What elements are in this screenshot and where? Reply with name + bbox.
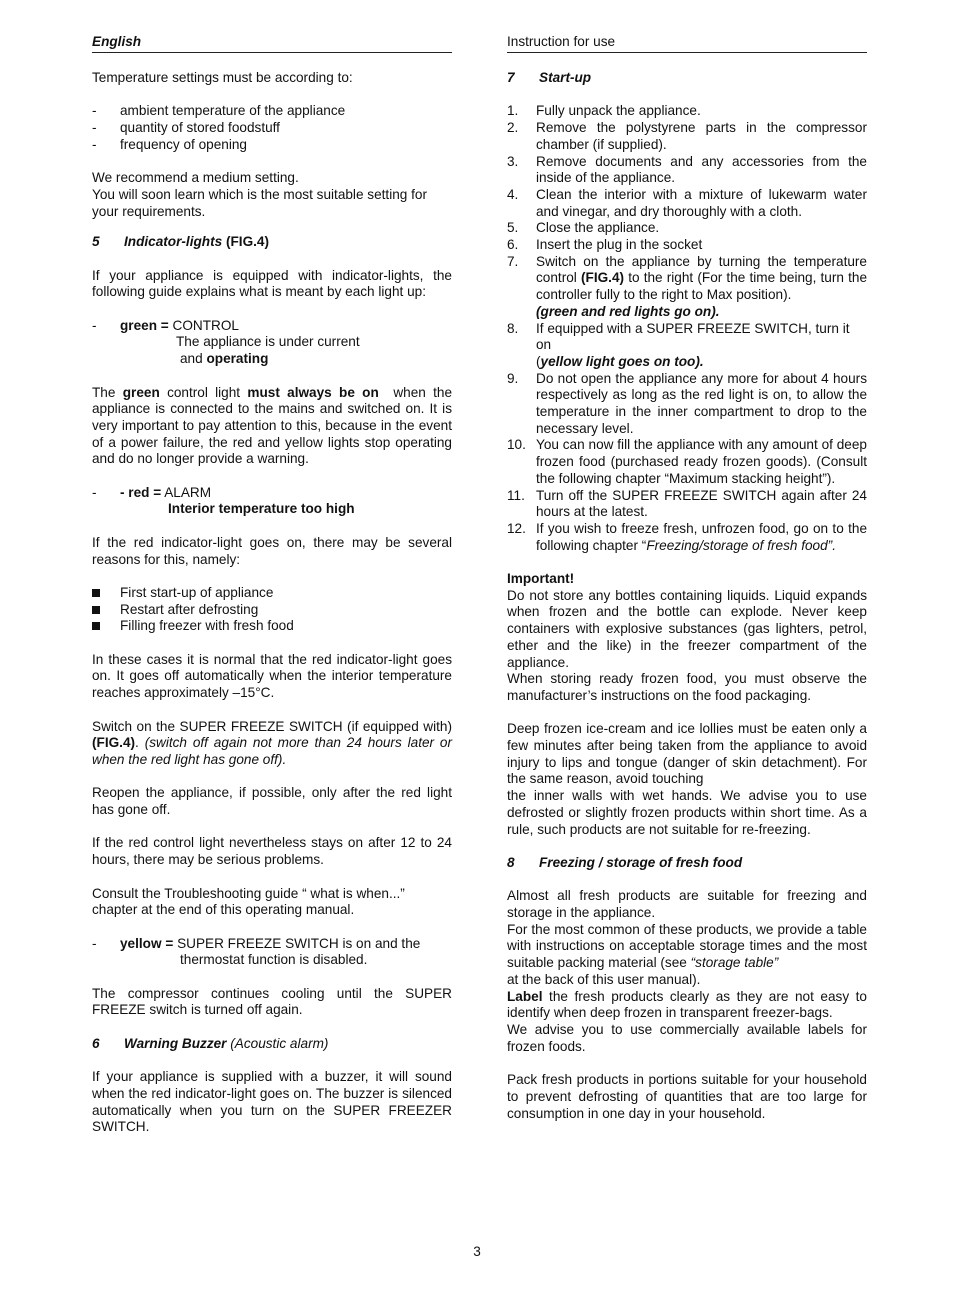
- list-item: 7. Switch on the appliance by turning the temperature control (FIG.4) to the right (For the time being, turn the controller fully to the right to Max position). (green and red lights go on).: [507, 253, 868, 319]
- storage-table-paragraph: For the most common of these products, we provide a table with instructions on acceptable storage times and the most suitable packing material (see “storage table” at the back of this user manual).: [507, 921, 867, 987]
- list-item: Restart after defrosting: [92, 602, 452, 619]
- red-light-entry: - - red = ALARM: [92, 484, 212, 500]
- list-item: - ambient temperature of the appliance: [92, 103, 452, 120]
- icecream-paragraph: Deep frozen ice-cream and ice lollies must be eaten only a few minutes after being taken from the appliance to avoid injury to lips and tongue (danger of skin detachment). For the same reason, avoid touching: [507, 721, 867, 787]
- red-light-normal: In these cases it is normal that the red indicator-light goes on. It goes off automatically when the interior temperature reaches approximately –15°C.: [92, 651, 452, 701]
- list-item: 9. Do not open the appliance any more for about 4 hours respectively as long as the red light is on, to allow the temperature in the inner compartment to drop to the necessary level.: [507, 370, 867, 436]
- list-item: Filling freezer with fresh food: [92, 618, 452, 635]
- ready-frozen-paragraph: When storing ready frozen food, you must observe the manufacturer’s instructions on the food packaging.: [507, 671, 867, 703]
- list-item: 5. Close the appliance.: [507, 220, 660, 236]
- important-paragraph: Do not store any bottles containing liquids. Liquid expands when frozen and the bottle can explode. Never keep containers with explosive substances (gas lighters, petrol, ether and the like) in the freezer compartment of the appliance.: [507, 587, 867, 670]
- yellow-light-desc: thermostat function is disabled.: [180, 952, 368, 968]
- red-light-desc: Interior temperature too high: [168, 501, 355, 517]
- recommendation-text: You will soon learn which is the most suitable setting for your requirements.: [92, 186, 427, 219]
- label-paragraph: Label the fresh products clearly as they are not easy to identify when deep frozen in transparent freezer-bags.: [507, 988, 867, 1021]
- bullet-square-icon: [92, 622, 100, 630]
- right-header: [507, 32, 867, 53]
- list-item: 2. Remove the polystyrene parts in the compressor chamber (if supplied).: [507, 120, 867, 152]
- red-light-reasons: [92, 585, 452, 635]
- stays-on-paragraph: If the red control light nevertheless stays on after 12 to 24 hours, there may be serious problems.: [92, 835, 452, 868]
- wet-hands-paragraph: the inner walls with wet hands. We advise you to use defrosted or slightly frozen products within short time. As a rule, such products are not suitable for re-freezing.: [507, 788, 867, 837]
- pack-portions-paragraph: Pack fresh products in portions suitable for your household to prevent defrosting of quantities that are too large for consumption in one day in your household.: [507, 1072, 867, 1121]
- green-light-operating: and operating: [180, 351, 269, 367]
- list-item: - frequency of opening: [92, 137, 452, 154]
- list-item: 1. Fully unpack the appliance.: [507, 103, 701, 119]
- buzzer-paragraph: If your appliance is supplied with a buzzer, it will sound when the red indicator-light goes on. The buzzer is silenced automatically when you turn on the SUPER FREEZER SWITCH.: [92, 1069, 452, 1135]
- list-item: First start-up of appliance: [92, 585, 452, 602]
- labels-advice-paragraph: We advise you to use commercially available labels for frozen foods.: [507, 1022, 867, 1054]
- section-5-heading: 5 Indicator-lights (FIG.4): [92, 234, 270, 250]
- left-column: [92, 32, 452, 1136]
- red-light-intro: If the red indicator-light goes on, there may be several reasons for this, namely:: [92, 534, 452, 567]
- indicator-intro: If your appliance is equipped with indicator-lights, the following guide explains what is meant by each light up:: [92, 267, 452, 300]
- recommendation-line: We recommend a medium setting.: [92, 170, 299, 186]
- green-light-entry: - green = CONTROL: [92, 317, 239, 333]
- startup-steps: [507, 103, 867, 554]
- super-freeze-paragraph: Switch on the SUPER FREEZE SWITCH (if equipped with) (FIG.4). (switch off again not more than 24 hours later or when the red light has gone off).: [92, 718, 452, 767]
- temperature-intro: Temperature settings must be according to:: [92, 70, 353, 85]
- bullet-square-icon: [92, 606, 100, 614]
- list-item: 8. If equipped with a SUPER FREEZE SWITCH, turn it on (yellow light goes on too).: [507, 320, 850, 369]
- list-item: 11. Turn off the SUPER FREEZE SWITCH again after 24 hours at the latest.: [507, 487, 867, 520]
- compressor-paragraph: The compressor continues cooling until the SUPER FREEZE switch is turned off again.: [92, 985, 452, 1018]
- language-label: English: [92, 34, 142, 49]
- bullet-square-icon: [92, 589, 100, 597]
- fresh-products-paragraph: Almost all fresh products are suitable for freezing and storage in the appliance.: [507, 888, 867, 921]
- list-item: 12. If you wish to freeze fresh, unfrozen food, go on to the following chapter “Freezing/storage of fresh food”.: [507, 520, 867, 553]
- list-item: 3. Remove documents and any accessories from the inside of the appliance.: [507, 153, 867, 186]
- list-item: 10. You can now fill the appliance with any amount of deep frozen food (purchased ready frozen goods). (Consult the following chapter “Maximum stacking height”).: [507, 437, 867, 486]
- section-6-heading: 6 Warning Buzzer (Acoustic alarm): [92, 1035, 329, 1051]
- temperature-factors-list: [92, 103, 452, 153]
- important-heading: Important!: [507, 571, 575, 587]
- right-column: [507, 32, 867, 1122]
- reopen-paragraph: Reopen the appliance, if possible, only after the red light has gone off.: [92, 785, 452, 818]
- list-item: 6. Insert the plug in the socket: [507, 237, 703, 253]
- green-light-paragraph: The green control light must always be on when the appliance is connected to the mains and switched on. It is very important to pay attention to this, because in the event of a power failure, the red and yellow lights stop operating and do no longer provide a warning.: [92, 384, 453, 467]
- manual-title: Instruction for use: [507, 34, 616, 49]
- green-light-desc: The appliance is under current: [176, 334, 360, 350]
- consult-paragraph: Consult the Troubleshooting guide “ what is when...” chapter at the end of this operating manual.: [92, 885, 405, 918]
- list-item: 4. Clean the interior with a mixture of lukewarm water and vinegar, and dry thoroughly with a cloth.: [507, 186, 867, 219]
- section-8-heading: 8 Freezing / storage of fresh food: [507, 854, 743, 870]
- left-header: [92, 32, 452, 53]
- page-number: 3: [473, 1244, 481, 1259]
- yellow-light-entry: - yellow = SUPER FREEZE SWITCH is on and the: [92, 935, 421, 951]
- section-7-heading: 7 Start-up: [507, 70, 592, 85]
- list-item: - quantity of stored foodstuff: [92, 120, 452, 137]
